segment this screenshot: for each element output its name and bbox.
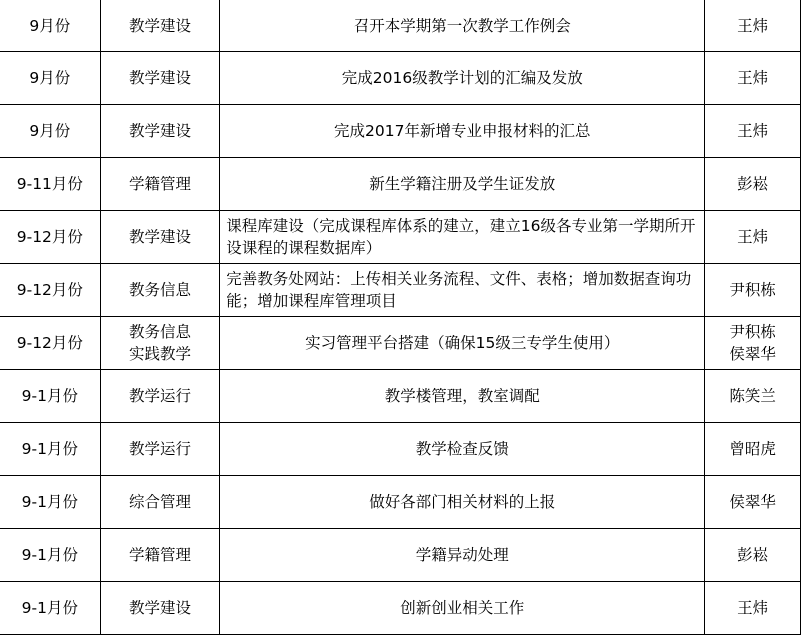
- category-label: 教务信息: [128, 323, 191, 341]
- task-cell: 完善教务处网站：上传相关业务流程、文件、表格；增加数据查询功能；增加课程库管理项目: [220, 264, 705, 317]
- table-row: [0, 105, 801, 158]
- month-cell: 9-1月份: [0, 582, 100, 635]
- category-cell: [100, 52, 220, 105]
- task-cell: 完成2017年新增专业申报材料的汇总: [220, 105, 705, 158]
- person-name: 王炜: [737, 599, 769, 617]
- person-name: 侯翠华: [729, 493, 776, 511]
- person-name: 曾昭虎: [729, 440, 776, 458]
- category-label: 实践教学: [128, 345, 191, 363]
- month-cell: 9-12月份: [0, 317, 100, 370]
- person-cell: [705, 264, 801, 317]
- task-cell: 教学检查反馈: [220, 423, 705, 476]
- person-cell: [705, 370, 801, 423]
- month-cell: 9-11月份: [0, 158, 100, 211]
- person-cell: [705, 211, 801, 264]
- category-cell: [100, 158, 220, 211]
- table-row: [0, 582, 801, 635]
- task-cell: 教学楼管理，教室调配: [220, 370, 705, 423]
- table-row: [0, 158, 801, 211]
- category-label: 学籍管理: [128, 175, 191, 193]
- task-cell: 学籍异动处理: [220, 529, 705, 582]
- person-name: 陈笑兰: [729, 387, 776, 405]
- category-label: 教学建设: [128, 228, 191, 246]
- month-cell: 9月份: [0, 52, 100, 105]
- category-label: 教学建设: [128, 122, 191, 140]
- category-cell: [100, 370, 220, 423]
- task-cell: 完成2016级教学计划的汇编及发放: [220, 52, 705, 105]
- person-name: 尹积栋: [729, 281, 776, 299]
- category-label: 教务信息: [128, 281, 191, 299]
- person-cell: [705, 476, 801, 529]
- category-cell: [100, 529, 220, 582]
- month-cell: 9-1月份: [0, 370, 100, 423]
- person-cell: [705, 582, 801, 635]
- person-name: 王炜: [737, 69, 769, 87]
- table-row: [0, 529, 801, 582]
- person-name: 王炜: [737, 122, 769, 140]
- category-cell: [100, 317, 220, 370]
- month-cell: 9-1月份: [0, 529, 100, 582]
- person-name: 侯翠华: [729, 345, 776, 363]
- person-name: 王炜: [737, 228, 769, 246]
- task-cell: 实习管理平台搭建（确保15级三专学生使用）: [220, 317, 705, 370]
- task-cell: 课程库建设（完成课程库体系的建立，建立16级各专业第一学期所开设课程的课程数据库）: [220, 211, 705, 264]
- category-label: 教学建设: [128, 69, 191, 87]
- table-row: [0, 370, 801, 423]
- month-cell: 9-12月份: [0, 211, 100, 264]
- category-label: 教学运行: [128, 387, 191, 405]
- task-cell: 做好各部门相关材料的上报: [220, 476, 705, 529]
- task-cell: 新生学籍注册及学生证发放: [220, 158, 705, 211]
- person-cell: [705, 423, 801, 476]
- category-cell: [100, 0, 220, 52]
- category-label: 教学运行: [128, 440, 191, 458]
- category-cell: [100, 105, 220, 158]
- category-cell: [100, 423, 220, 476]
- month-cell: 9-12月份: [0, 264, 100, 317]
- person-cell: [705, 0, 801, 52]
- month-cell: 9月份: [0, 0, 100, 52]
- person-cell: [705, 317, 801, 370]
- month-cell: 9-1月份: [0, 476, 100, 529]
- task-cell: 召开本学期第一次教学工作例会: [220, 0, 705, 52]
- table-row: [0, 211, 801, 264]
- category-label: 学籍管理: [128, 546, 191, 564]
- table-row: [0, 476, 801, 529]
- table-row: [0, 423, 801, 476]
- person-name: 王炜: [737, 16, 769, 35]
- person-cell: [705, 52, 801, 105]
- category-label: 教学建设: [128, 16, 191, 35]
- category-cell: [100, 211, 220, 264]
- table-row: [0, 264, 801, 317]
- person-name: 尹积栋: [729, 323, 776, 341]
- person-name: 彭崧: [737, 175, 769, 193]
- table-row: [0, 0, 801, 52]
- category-cell: [100, 264, 220, 317]
- table-row: [0, 317, 801, 370]
- category-label: 教学建设: [128, 599, 191, 617]
- task-cell: 创新创业相关工作: [220, 582, 705, 635]
- month-cell: 9-1月份: [0, 423, 100, 476]
- month-cell: 9月份: [0, 105, 100, 158]
- person-cell: [705, 158, 801, 211]
- category-cell: [100, 476, 220, 529]
- person-cell: [705, 529, 801, 582]
- category-label: 综合管理: [128, 493, 191, 511]
- table-row: [0, 52, 801, 105]
- category-cell: [100, 582, 220, 635]
- person-name: 彭崧: [737, 546, 769, 564]
- person-cell: [705, 105, 801, 158]
